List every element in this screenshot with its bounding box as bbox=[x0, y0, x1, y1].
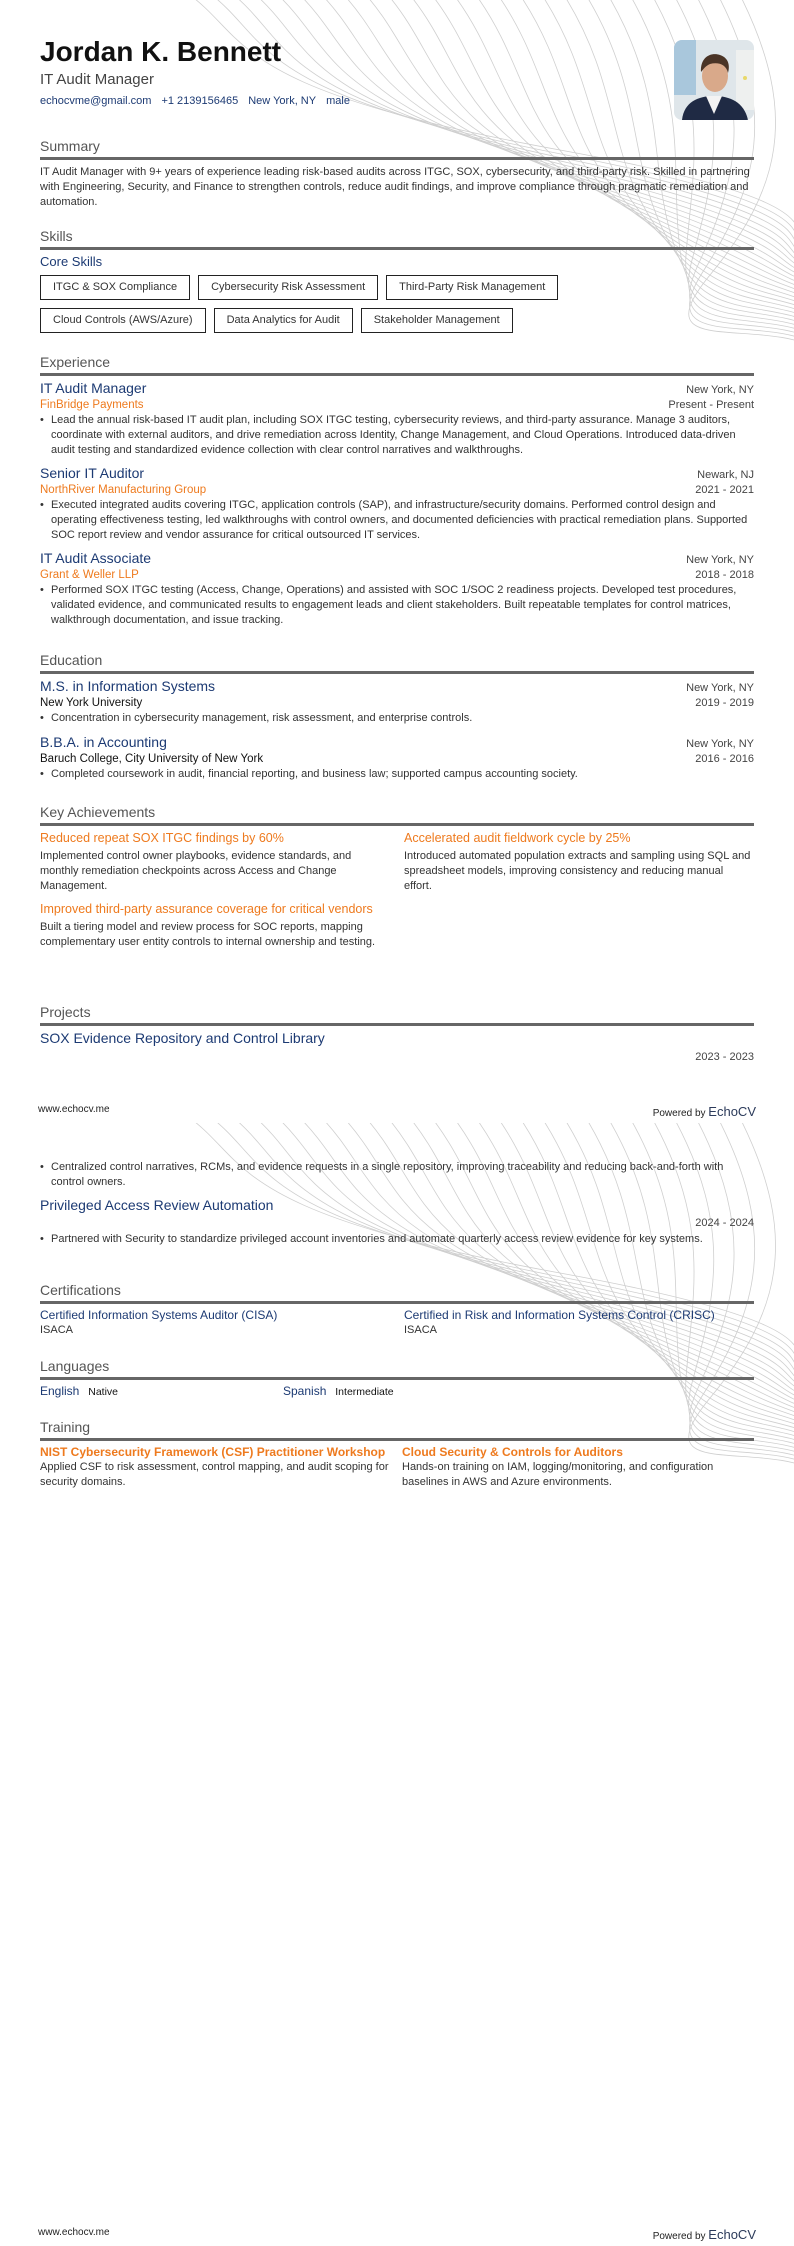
degree: M.S. in Information Systems bbox=[40, 678, 216, 694]
skills-section bbox=[40, 227, 754, 333]
skill-tag: Stakeholder Management bbox=[361, 308, 513, 333]
training-desc: Applied CSF to risk assessment, control mapping, and audit scoping for security domains. bbox=[40, 1461, 389, 1488]
achievements-section bbox=[40, 803, 754, 950]
experience-section bbox=[40, 353, 754, 628]
company-name: Grant & Weller LLP bbox=[40, 569, 139, 581]
section-heading: Key Achievements bbox=[40, 804, 156, 820]
edu-location: New York, NY bbox=[686, 682, 754, 694]
certification-item bbox=[404, 1307, 754, 1338]
cert-issuer: ISACA bbox=[40, 1324, 74, 1336]
job-bullet: • Lead the annual risk-based IT audit plan, including SOX ITGC testing, cybersecurity reviews, and third-party assurance. Manage 3 auditors, coordinate with external auditors, and drive remediation across Identity, Change Management, and Cloud Operations. Introduced data-driven audit testing and standardized evidence collection with clear control narratives and walkthroughs. bbox=[40, 413, 754, 458]
section-heading: Projects bbox=[40, 1004, 91, 1020]
experience-entry bbox=[40, 549, 754, 628]
certifications-section bbox=[40, 1281, 754, 1338]
section-heading: Experience bbox=[40, 354, 111, 370]
achievement-desc: Implemented control owner playbooks, evidence standards, and monthly remediation checkpoints across Access and Change Management. bbox=[40, 850, 352, 892]
project-bullet: • Centralized control narratives, RCMs, and evidence requests in a single repository, improving traceability and reducing back-and-forth with control owners. bbox=[40, 1160, 754, 1190]
skill-tag: Third-Party Risk Management bbox=[386, 275, 558, 300]
edu-bullet: • Completed coursework in audit, financial reporting, and business law; supported campus accounting society. bbox=[40, 767, 754, 782]
achievement-title: Improved third-party assurance coverage for critical vendors bbox=[40, 902, 373, 916]
job-location: New York, NY bbox=[686, 384, 754, 396]
contact-line bbox=[40, 94, 754, 108]
training-title: Cloud Security & Controls for Auditors bbox=[402, 1445, 623, 1459]
project-title: Privileged Access Review Automation bbox=[40, 1197, 274, 1213]
section-heading: Skills bbox=[40, 228, 73, 244]
skill-group-title: Core Skills bbox=[40, 254, 103, 269]
achievement-item bbox=[40, 901, 404, 950]
contact-location: New York, NY bbox=[248, 95, 317, 107]
skill-tag: Cloud Controls (AWS/Azure) bbox=[40, 308, 206, 333]
powered-label: Powered by bbox=[652, 2231, 706, 2242]
divider bbox=[40, 1301, 754, 1304]
project-title: SOX Evidence Repository and Control Library bbox=[40, 1030, 325, 1046]
certification-item bbox=[40, 1307, 404, 1338]
cert-issuer: ISACA bbox=[404, 1324, 438, 1336]
powered-label: Powered by bbox=[652, 1108, 706, 1119]
summary-section bbox=[40, 137, 754, 210]
language-level: Intermediate bbox=[335, 1386, 394, 1398]
resume-page-2 bbox=[0, 1123, 794, 2246]
achievement-desc: Built a tiering model and review process for SOC reports, mapping complementary user entity controls to internal ownership and testing. bbox=[40, 921, 376, 948]
training-item bbox=[40, 1445, 402, 1490]
job-bullet: • Executed integrated audits covering ITGC, application controls (SAP), and infrastructure/security domains. Performed control design and operating effectiveness testing, led walkthroughs with control owners, and documented deficiencies with practical remediation plans. Supported SOC report review and vendor assurance for critical outsourced IT services. bbox=[40, 498, 754, 543]
footer-site-link[interactable]: www.echocv.me bbox=[38, 1104, 110, 1115]
degree: B.B.A. in Accounting bbox=[40, 734, 167, 750]
languages-section bbox=[40, 1357, 754, 1400]
training-section bbox=[40, 1418, 754, 1490]
education-section bbox=[40, 651, 754, 782]
skill-tag: ITGC & SOX Compliance bbox=[40, 275, 190, 300]
brand-logo: EchoCV bbox=[708, 1104, 756, 1119]
achievement-title: Reduced repeat SOX ITGC findings by 60% bbox=[40, 831, 284, 845]
edu-dates: 2019 - 2019 bbox=[695, 697, 754, 709]
footer-site-link[interactable]: www.echocv.me bbox=[38, 2227, 110, 2238]
language-item bbox=[40, 1383, 283, 1400]
divider bbox=[40, 157, 754, 160]
job-title: Senior IT Auditor bbox=[40, 465, 145, 481]
achievement-item bbox=[40, 830, 404, 894]
job-location: New York, NY bbox=[686, 554, 754, 566]
section-heading: Languages bbox=[40, 1358, 110, 1374]
skill-tag: Data Analytics for Audit bbox=[214, 308, 353, 333]
projects-section bbox=[40, 1003, 754, 1065]
school-name: New York University bbox=[40, 697, 143, 709]
achievement-title: Accelerated audit fieldwork cycle by 25% bbox=[404, 831, 631, 845]
divider bbox=[40, 1023, 754, 1026]
cert-name: Certified Information Systems Auditor (CISA) bbox=[40, 1308, 278, 1322]
training-title: NIST Cybersecurity Framework (CSF) Practitioner Workshop bbox=[40, 1445, 386, 1459]
cert-name: Certified in Risk and Information Systems Control (CRISC) bbox=[404, 1308, 715, 1322]
summary-text: IT Audit Manager with 9+ years of experience leading risk-based audits across ITGC, SOX, cybersecurity, and third-party risk. Skilled in partnering with Engineering, Security, and Finance to strengthen controls, reduce audit findings, and improve compliance through pragmatic remediation and automation. bbox=[40, 166, 750, 208]
training-item bbox=[402, 1445, 754, 1490]
job-dates: 2021 - 2021 bbox=[695, 484, 754, 496]
divider bbox=[40, 823, 754, 826]
divider bbox=[40, 373, 754, 376]
job-dates: Present - Present bbox=[668, 399, 754, 411]
footer-powered-by bbox=[653, 1104, 756, 1119]
contact-phone[interactable]: +1 2139156465 bbox=[161, 95, 239, 107]
experience-entry bbox=[40, 379, 754, 458]
job-bullet: • Performed SOX ITGC testing (Access, Change, Operations) and assisted with SOC 1/SOC 2 readiness projects. Developed test procedures, validated evidence, and communicated results to engagement leads and client stakeholders. Built repeatable templates for control matrices, walkthrough documentation, and issue tracking. bbox=[40, 583, 754, 628]
company-name: FinBridge Payments bbox=[40, 399, 144, 411]
divider bbox=[40, 671, 754, 674]
brand-logo: EchoCV bbox=[708, 2227, 756, 2242]
profile-photo bbox=[674, 40, 754, 120]
school-name: Baruch College, City University of New York bbox=[40, 753, 264, 765]
language-item bbox=[283, 1383, 394, 1400]
language-level: Native bbox=[88, 1386, 119, 1398]
education-entry bbox=[40, 677, 754, 726]
edu-dates: 2016 - 2016 bbox=[695, 753, 754, 765]
divider bbox=[40, 247, 754, 250]
achievement-item bbox=[404, 830, 754, 894]
section-heading: Summary bbox=[40, 138, 100, 154]
project-bullet: • Partnered with Security to standardize privileged account inventories and automate quarterly access review evidence for key systems. bbox=[40, 1232, 754, 1247]
language-name: English bbox=[40, 1384, 80, 1398]
edu-bullet: • Concentration in cybersecurity management, risk assessment, and enterprise controls. bbox=[40, 711, 754, 726]
contact-email[interactable]: echocvme@gmail.com bbox=[40, 95, 152, 107]
project-dates: 2024 - 2024 bbox=[695, 1217, 754, 1229]
section-heading: Certifications bbox=[40, 1282, 121, 1298]
achievement-desc: Introduced automated population extracts and sampling using SQL and spreadsheet models, improving consistency and reducing manual effort. bbox=[404, 850, 751, 892]
job-title: IT Audit Manager bbox=[40, 380, 147, 396]
job-location: Newark, NJ bbox=[697, 469, 754, 481]
company-name: NorthRiver Manufacturing Group bbox=[40, 484, 207, 496]
section-heading: Training bbox=[40, 1419, 91, 1435]
experience-entry bbox=[40, 464, 754, 543]
section-heading: Education bbox=[40, 652, 103, 668]
education-entry bbox=[40, 733, 754, 782]
divider bbox=[40, 1377, 754, 1380]
footer-powered-by bbox=[653, 2227, 756, 2242]
language-name: Spanish bbox=[283, 1384, 327, 1398]
edu-location: New York, NY bbox=[686, 738, 754, 750]
job-title: IT Audit Associate bbox=[40, 550, 152, 566]
job-dates: 2018 - 2018 bbox=[695, 569, 754, 581]
contact-gender: male bbox=[326, 95, 350, 107]
skill-tag: Cybersecurity Risk Assessment bbox=[198, 275, 378, 300]
training-desc: Hands-on training on IAM, logging/monitoring, and configuration baselines in AWS and Azure environments. bbox=[402, 1461, 714, 1488]
project-dates: 2023 - 2023 bbox=[695, 1051, 754, 1063]
project-continued bbox=[40, 1160, 754, 1247]
candidate-name: Jordan K. Bennett bbox=[40, 36, 282, 67]
skill-tags bbox=[40, 275, 600, 333]
candidate-title: IT Audit Manager bbox=[40, 71, 154, 88]
divider bbox=[40, 1438, 754, 1441]
